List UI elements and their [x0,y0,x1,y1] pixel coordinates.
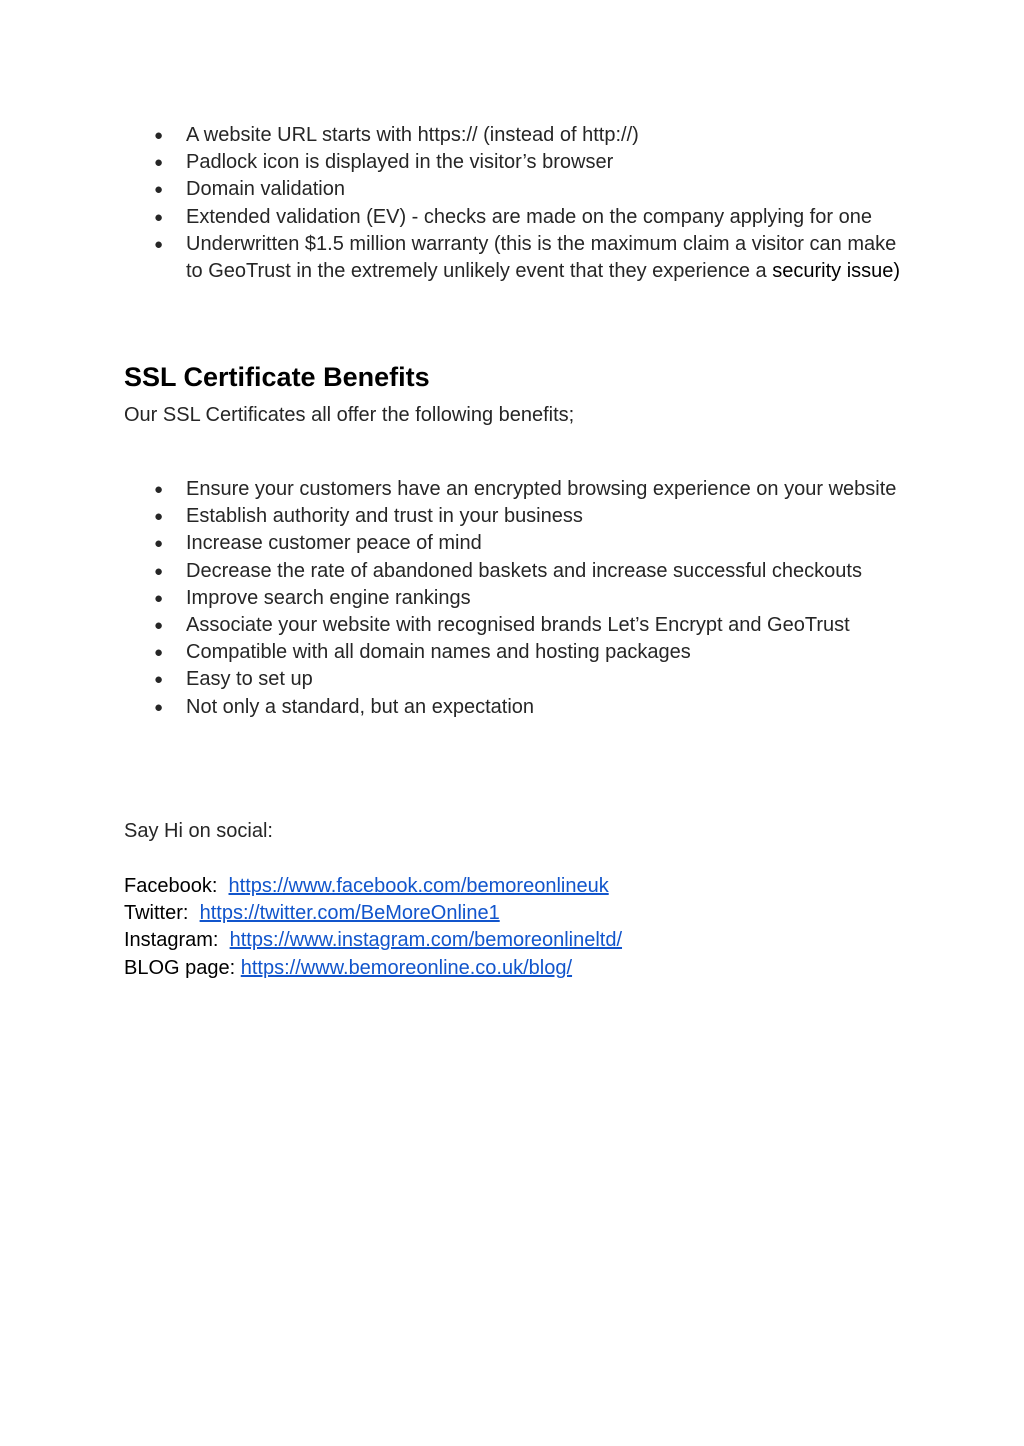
bullet-icon: ● [154,481,164,498]
list-item [124,122,904,149]
bullet-icon: ● [154,617,164,635]
list-item [124,149,904,176]
blog-label: BLOG page: [124,957,241,979]
list-item [124,204,904,231]
bullet-icon: ● [154,535,164,553]
twitter-link[interactable]: https://twitter.com/BeMoreOnline1 [199,902,500,924]
list-item [124,639,904,666]
list-item-text: Compatible with all domain names and hosting packages [186,641,691,664]
list-item [124,476,904,503]
blog-line [124,955,572,982]
facebook-label: Facebook: [124,875,229,897]
bullet-icon: ● [154,208,164,226]
ssl-features-list [124,122,904,285]
bullet-icon: ● [154,508,164,526]
instagram-label: Instagram: [124,929,230,951]
list-item-text: Extended validation (EV) - checks are made on the company applying for one [186,205,872,228]
list-item-text: Establish authority and trust in your business [186,505,583,528]
list-item-text: Decrease the rate of abandoned baskets and increase successful checkouts [186,559,862,582]
list-item [124,558,904,585]
list-item [124,666,904,693]
section-intro: Our SSL Certificates all offer the following benefits; [124,404,575,426]
facebook-line [124,873,609,900]
list-item-text: Underwritten $1.5 million warranty (this is the maximum claim a visitor can make to GeoTrust in the extremely unlikely event that they experience a [186,232,897,283]
bullet-icon: ● [154,181,164,199]
twitter-label: Twitter: [124,902,200,924]
list-item [124,612,904,639]
twitter-line [124,900,500,927]
bullet-icon: ● [154,589,164,607]
list-item-text: Improve search engine rankings [186,586,471,609]
facebook-link[interactable]: https://www.facebook.com/bemoreonlineuk [228,875,609,897]
bullet-icon: ● [154,127,164,144]
benefits-list [124,476,904,721]
list-item-text: Associate your website with recognised brands Let’s Encrypt and GeoTrust [186,614,850,637]
list-item-text: Increase customer peace of mind [186,532,482,555]
social-intro: Say Hi on social: [124,820,273,842]
instagram-link[interactable]: https://www.instagram.com/bemoreonlineltd/ [229,929,623,951]
list-item-text: Not only a standard, but an expectation [186,695,535,718]
bullet-icon: ● [154,671,164,689]
bullet-icon: ● [154,562,164,580]
bullet-icon: ● [154,154,164,172]
list-item [124,176,904,203]
bullet-icon: ● [154,698,164,716]
list-item-text: Domain validation [186,178,345,201]
list-item-text: Easy to set up [186,668,313,691]
section-heading: SSL Certificate Benefits [124,362,430,392]
list-item [124,530,904,557]
list-item-text: Ensure your customers have an encrypted browsing experience on your website [186,478,897,500]
list-item-text: A website URL starts with https:// (instead of http://) [186,124,639,146]
list-item [124,503,904,530]
list-item [124,231,904,285]
list-item-text: Padlock icon is displayed in the visitor’s browser [186,151,614,174]
bullet-icon: ● [154,235,164,253]
list-item [124,585,904,612]
blog-link[interactable]: https://www.bemoreonline.co.uk/blog/ [240,957,573,979]
list-item-text-end: security issue) [772,260,901,283]
instagram-line [124,927,622,954]
list-item [124,694,904,721]
bullet-icon: ● [154,644,164,662]
